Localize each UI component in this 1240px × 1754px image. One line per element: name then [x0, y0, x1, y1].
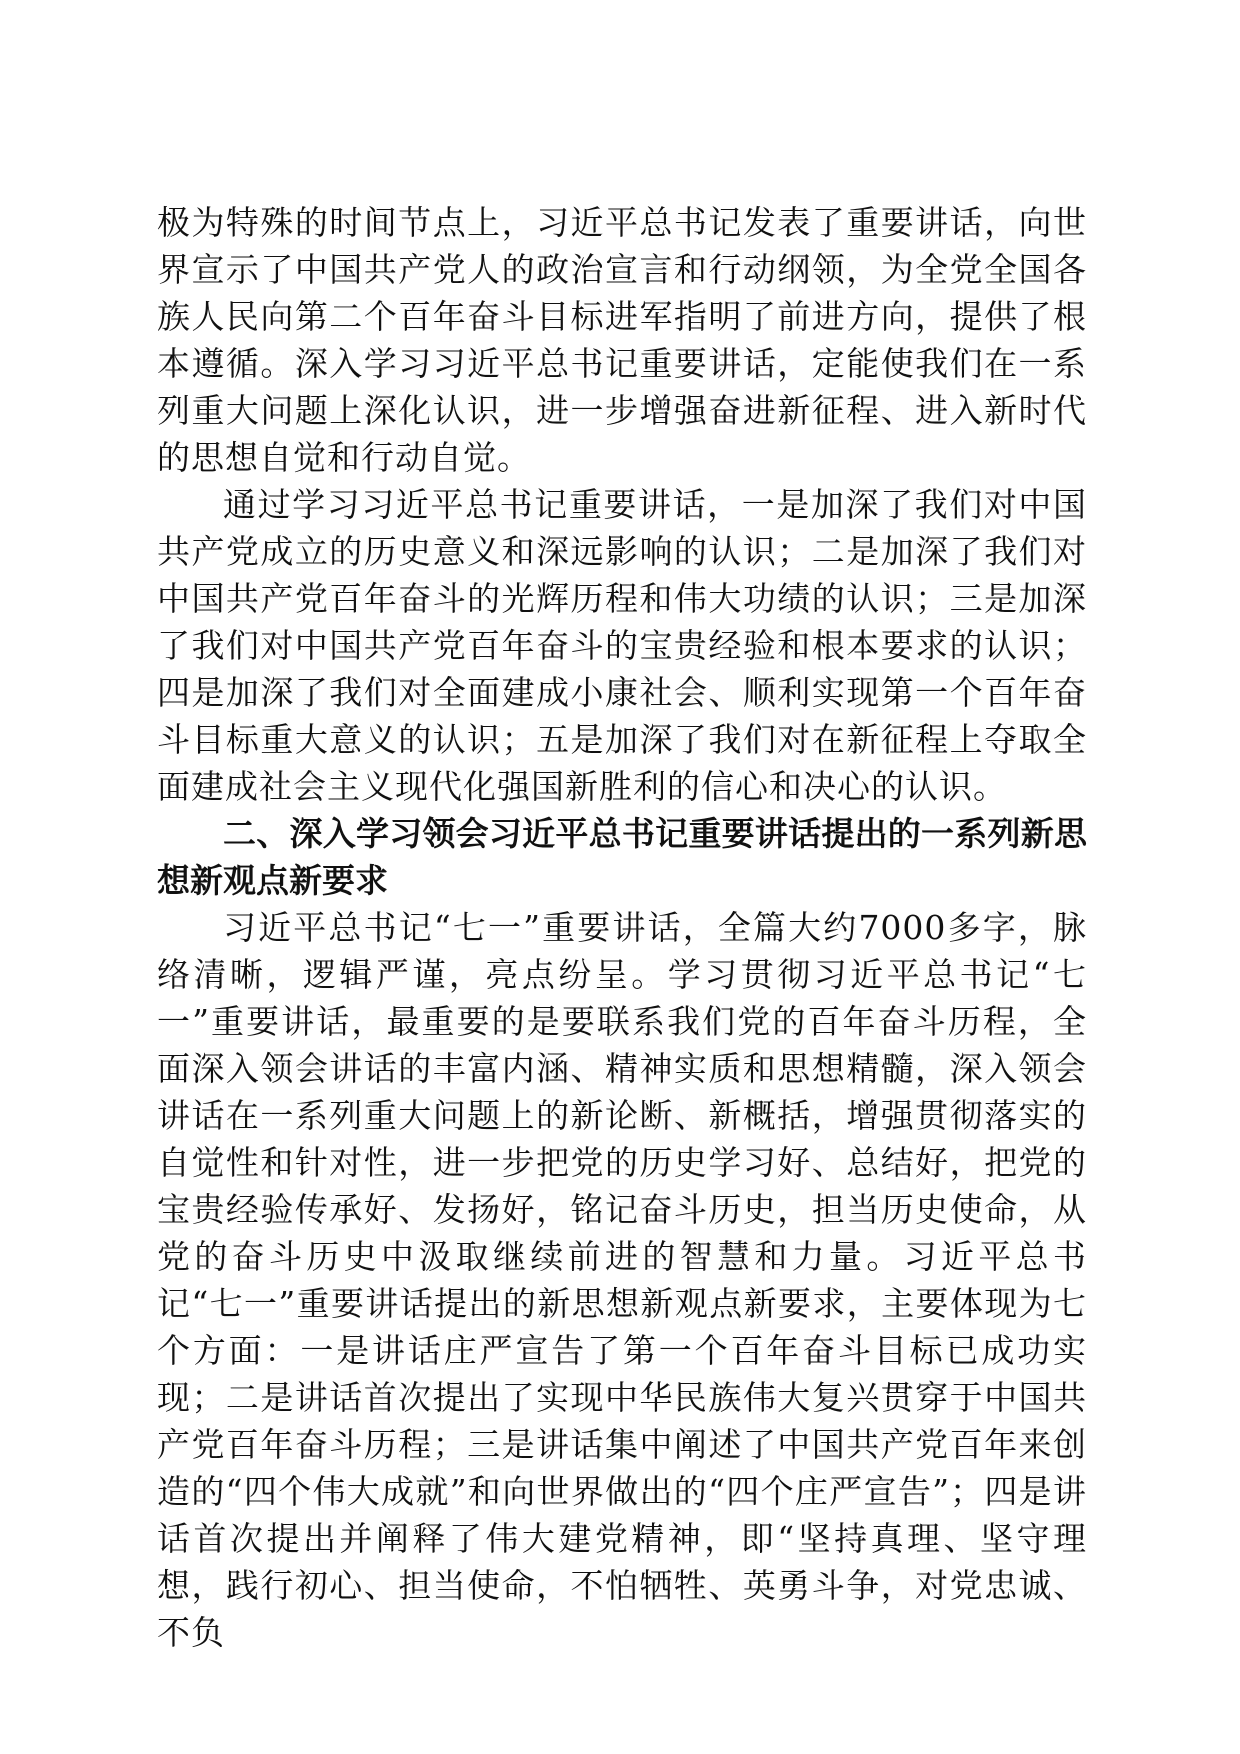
document-page — [157, 199, 1087, 1656]
section-heading: 二、深入学习领会习近平总书记重要讲话提出的一系列新思想新观点新要求 — [157, 814, 1087, 900]
body-paragraph-continuation: 极为特殊的时间节点上，习近平总书记发表了重要讲话，向世界宣示了中国共产党人的政治宣言和行动纲领，为全党全国各族人民向第二个百年奋斗目标进军指明了前进方向，提供了根本遵循。深入学习习近平总书记重要讲话，定能使我们在一系列重大问题上深化认识，进一步增强奋进新征程、进入新时代的思想自觉和行动自觉。 — [157, 203, 1087, 477]
body-paragraph-summary: 通过学习习近平总书记重要讲话，一是加深了我们对中国共产党成立的历史意义和深远影响的认识；二是加深了我们对中国共产党百年奋斗的光辉历程和伟大功绩的认识；三是加深了我们对中国共产党百年奋斗的宝贵经验和根本要求的认识；四是加深了我们对全面建成小康社会、顺利实现第一个百年奋斗目标重大意义的认识；五是加深了我们对在新征程上夺取全面建成社会主义现代化强国新胜利的信心和决心的认识。 — [157, 485, 1087, 806]
body-paragraph-speech: 习近平总书记“七一”重要讲话，全篇大约7000多字，脉络清晰，逻辑严谨，亮点纷呈。学习贯彻习近平总书记“七一”重要讲话，最重要的是要联系我们党的百年奋斗历程，全面深入领会讲话的丰富内涵、精神实质和思想精髓，深入领会讲话在一系列重大问题上的新论断、新概括，增强贯彻落实的自觉性和针对性，进一步把党的历史学习好、总结好，把党的宝贵经验传承好、发扬好，铭记奋斗历史，担当历史使命，从党的奋斗历史中汲取继续前进的智慧和力量。习近平总书记“七一”重要讲话提出的新思想新观点新要求，主要体现为七个方面：一是讲话庄严宣告了第一个百年奋斗目标已成功实现；二是讲话首次提出了实现中华民族伟大复兴贯穿于中国共产党百年奋斗历程；三是讲话集中阐述了中国共产党百年来创造的“四个伟大成就”和向世界做出的“四个庄严宣告”；四是讲话首次提出并阐释了伟大建党精神，即“坚持真理、坚守理想，践行初心、担当使命，不怕牺牲、英勇斗争，对党忠诚、不负 — [157, 908, 1087, 1652]
